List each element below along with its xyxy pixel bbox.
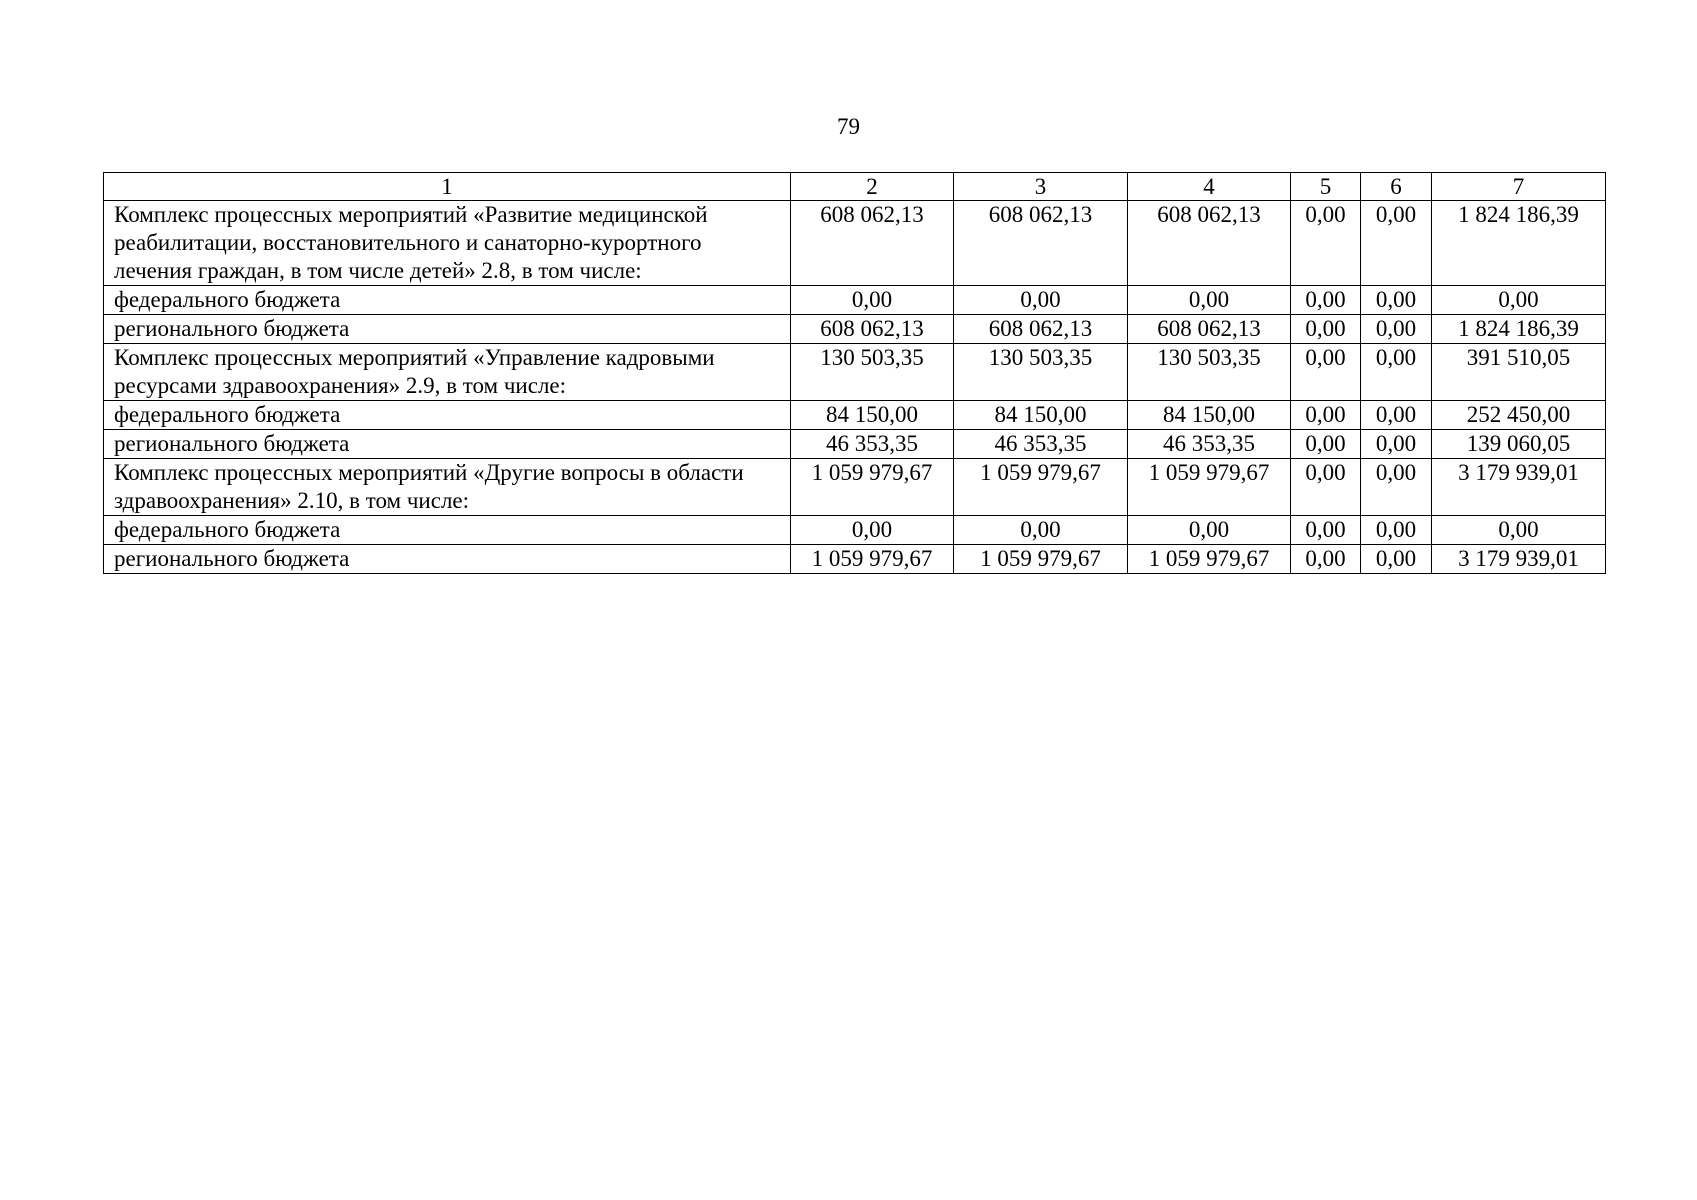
value-cell: 0,00 xyxy=(1361,315,1432,344)
value-cell: 84 150,00 xyxy=(954,401,1128,430)
value-cell: 1 059 979,67 xyxy=(791,545,954,574)
value-cell: 84 150,00 xyxy=(1128,401,1291,430)
row-label: Комплекс процессных мероприятий «Другие вопросы в области здравоохранения» 2.10, в том числе: xyxy=(104,459,791,516)
value-cell: 0,00 xyxy=(1361,516,1432,545)
value-cell: 130 503,35 xyxy=(954,344,1128,401)
value-cell: 130 503,35 xyxy=(791,344,954,401)
row-label: Комплекс процессных мероприятий «Развитие медицинской реабилитации, восстановительного и санаторно-курортного лечения граждан, в том числе детей» 2.8, в том числе: xyxy=(104,201,791,286)
value-cell: 1 059 979,67 xyxy=(1128,459,1291,516)
table-row xyxy=(104,545,1606,574)
value-cell: 608 062,13 xyxy=(791,201,954,286)
value-cell: 0,00 xyxy=(1291,430,1361,459)
value-cell: 0,00 xyxy=(1291,401,1361,430)
value-cell: 0,00 xyxy=(1432,286,1606,315)
table-row xyxy=(104,401,1606,430)
value-cell: 0,00 xyxy=(1128,286,1291,315)
value-cell: 3 179 939,01 xyxy=(1432,545,1606,574)
value-cell: 1 059 979,67 xyxy=(954,459,1128,516)
value-cell: 0,00 xyxy=(1291,545,1361,574)
table-row xyxy=(104,516,1606,545)
column-header: 5 xyxy=(1291,173,1361,201)
row-label: федерального бюджета xyxy=(104,401,791,430)
column-header: 4 xyxy=(1128,173,1291,201)
row-label: федерального бюджета xyxy=(104,286,791,315)
value-cell: 1 059 979,67 xyxy=(791,459,954,516)
row-label: регионального бюджета xyxy=(104,430,791,459)
value-cell: 608 062,13 xyxy=(954,315,1128,344)
value-cell: 0,00 xyxy=(791,516,954,545)
value-cell: 130 503,35 xyxy=(1128,344,1291,401)
table-row xyxy=(104,459,1606,516)
value-cell: 0,00 xyxy=(954,286,1128,315)
value-cell: 0,00 xyxy=(1291,516,1361,545)
value-cell: 391 510,05 xyxy=(1432,344,1606,401)
value-cell: 1 059 979,67 xyxy=(954,545,1128,574)
value-cell: 608 062,13 xyxy=(1128,201,1291,286)
value-cell: 252 450,00 xyxy=(1432,401,1606,430)
value-cell: 46 353,35 xyxy=(1128,430,1291,459)
value-cell: 0,00 xyxy=(1291,459,1361,516)
column-header: 7 xyxy=(1432,173,1606,201)
value-cell: 0,00 xyxy=(1291,315,1361,344)
value-cell: 46 353,35 xyxy=(791,430,954,459)
value-cell: 0,00 xyxy=(1361,344,1432,401)
row-label: Комплекс процессных мероприятий «Управление кадровыми ресурсами здравоохранения» 2.9, в том числе: xyxy=(104,344,791,401)
value-cell: 84 150,00 xyxy=(791,401,954,430)
value-cell: 1 824 186,39 xyxy=(1432,201,1606,286)
value-cell: 3 179 939,01 xyxy=(1432,459,1606,516)
row-label: регионального бюджета xyxy=(104,315,791,344)
table-row xyxy=(104,344,1606,401)
column-header: 1 xyxy=(104,173,791,201)
value-cell: 608 062,13 xyxy=(791,315,954,344)
table-header-row xyxy=(104,173,1606,201)
page-number: 79 xyxy=(837,114,860,139)
table-row xyxy=(104,430,1606,459)
value-cell: 0,00 xyxy=(954,516,1128,545)
column-header: 2 xyxy=(791,173,954,201)
column-header: 6 xyxy=(1361,173,1432,201)
value-cell: 0,00 xyxy=(1291,286,1361,315)
column-header: 3 xyxy=(954,173,1128,201)
table-row xyxy=(104,201,1606,286)
table-row xyxy=(104,315,1606,344)
value-cell: 0,00 xyxy=(1361,430,1432,459)
value-cell: 0,00 xyxy=(791,286,954,315)
value-cell: 46 353,35 xyxy=(954,430,1128,459)
value-cell: 0,00 xyxy=(1361,286,1432,315)
value-cell: 0,00 xyxy=(1361,459,1432,516)
value-cell: 608 062,13 xyxy=(1128,315,1291,344)
row-label: регионального бюджета xyxy=(104,545,791,574)
value-cell: 0,00 xyxy=(1291,201,1361,286)
value-cell: 1 059 979,67 xyxy=(1128,545,1291,574)
table-row xyxy=(104,286,1606,315)
budget-table xyxy=(103,172,1606,574)
value-cell: 0,00 xyxy=(1361,201,1432,286)
value-cell: 1 824 186,39 xyxy=(1432,315,1606,344)
value-cell: 0,00 xyxy=(1291,344,1361,401)
value-cell: 0,00 xyxy=(1361,401,1432,430)
value-cell: 0,00 xyxy=(1128,516,1291,545)
value-cell: 608 062,13 xyxy=(954,201,1128,286)
value-cell: 0,00 xyxy=(1361,545,1432,574)
value-cell: 0,00 xyxy=(1432,516,1606,545)
row-label: федерального бюджета xyxy=(104,516,791,545)
value-cell: 139 060,05 xyxy=(1432,430,1606,459)
